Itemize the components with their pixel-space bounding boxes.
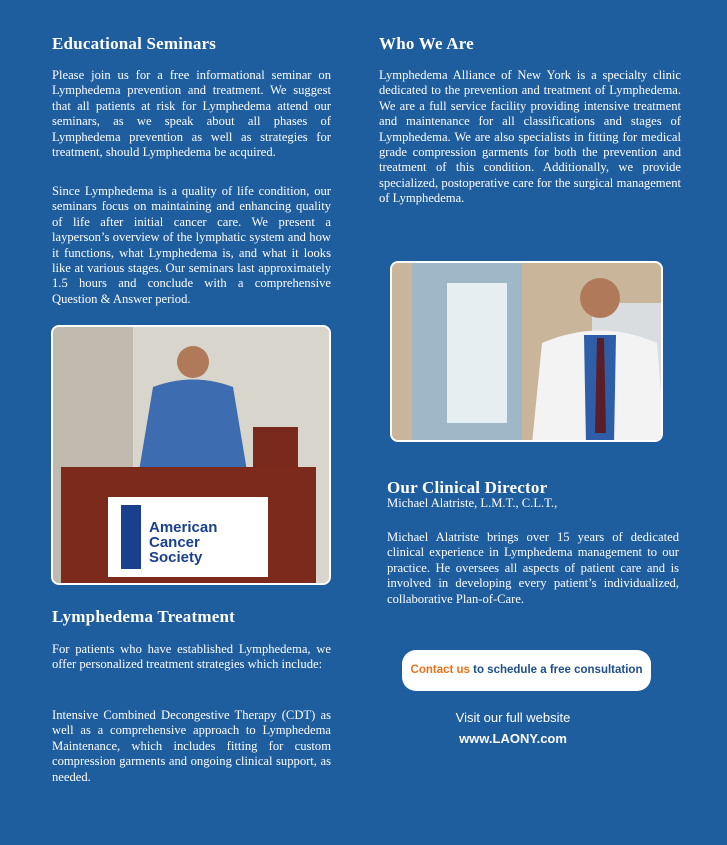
seminars-paragraph-1: Please join us for a free informational seminar on Lymphedema prevention and treatment. We suggest that all patients at risk for Lymphedema attend our seminars, as we speak about all phases of Lymphedema prevention as well as strategies for treatment, should Lymphedema be acquired. bbox=[52, 68, 331, 160]
svg-text:Society: Society bbox=[149, 549, 203, 566]
director-paragraph: Michael Alatriste brings over 15 years of dedicated clinical experience in Lymphedema management to our practice. He oversees all aspects of patient care and is involved in developing every patient’s individualized, collaborative Plan-of-Care. bbox=[387, 530, 679, 606]
seminars-heading: Educational Seminars bbox=[52, 34, 217, 53]
director-image bbox=[392, 263, 663, 442]
treatment-heading: Lymphedema Treatment bbox=[52, 607, 235, 626]
director-heading: Our Clinical Director bbox=[387, 478, 548, 497]
treatment-paragraph-1: For patients who have established Lymphedema, we offer personalized treatment strategies which include: bbox=[52, 642, 331, 672]
seminar-speaker-image bbox=[53, 327, 331, 585]
contact-button[interactable] bbox=[402, 650, 651, 691]
seminars-paragraph-2: Since Lymphedema is a quality of life condition, our seminars focus on maintaining and enhancing quality of life after initial cancer care. We present a layperson’s overview of the lymphatic system and how it functions, what Lymphedema is, and what it looks like at various stages. Our seminars last approximately 1.5 hours and conclude with a comprehensive Question & Answer period. bbox=[52, 184, 331, 306]
website-link[interactable]: www.LAONY.com bbox=[459, 731, 567, 746]
seminar-photo bbox=[51, 325, 331, 585]
contact-button-text: to schedule a free consultation bbox=[469, 664, 643, 676]
contact-us-link[interactable]: Contact us bbox=[410, 664, 470, 676]
who-heading: Who We Are bbox=[379, 34, 474, 53]
website-label: Visit our full website bbox=[455, 710, 571, 725]
treatment-paragraph-2: Intensive Combined Decongestive Therapy (CDT) as well as a comprehensive approach to Lymphedema Maintenance, which includes fitting for custom compression garments and ongoing clinical support, as needed. bbox=[52, 708, 331, 784]
director-photo bbox=[390, 261, 663, 442]
svg-text:Cancer: Cancer bbox=[149, 534, 200, 551]
svg-text:American: American bbox=[149, 519, 218, 536]
who-paragraph: Lymphedema Alliance of New York is a specialty clinic dedicated to the prevention and treatment of Lymphedema. We are a full service facility providing intensive treatment and maintenance for all classifications and stages of Lymphedema. We are also specialists in fitting for medical grade compression garments for both the prevention and treatment of this condition. Additionally, we provide specialized, postoperative care for the surgical management of Lymphedema. bbox=[379, 68, 681, 206]
director-name: Michael Alatriste, L.M.T., C.L.T., bbox=[387, 496, 558, 510]
